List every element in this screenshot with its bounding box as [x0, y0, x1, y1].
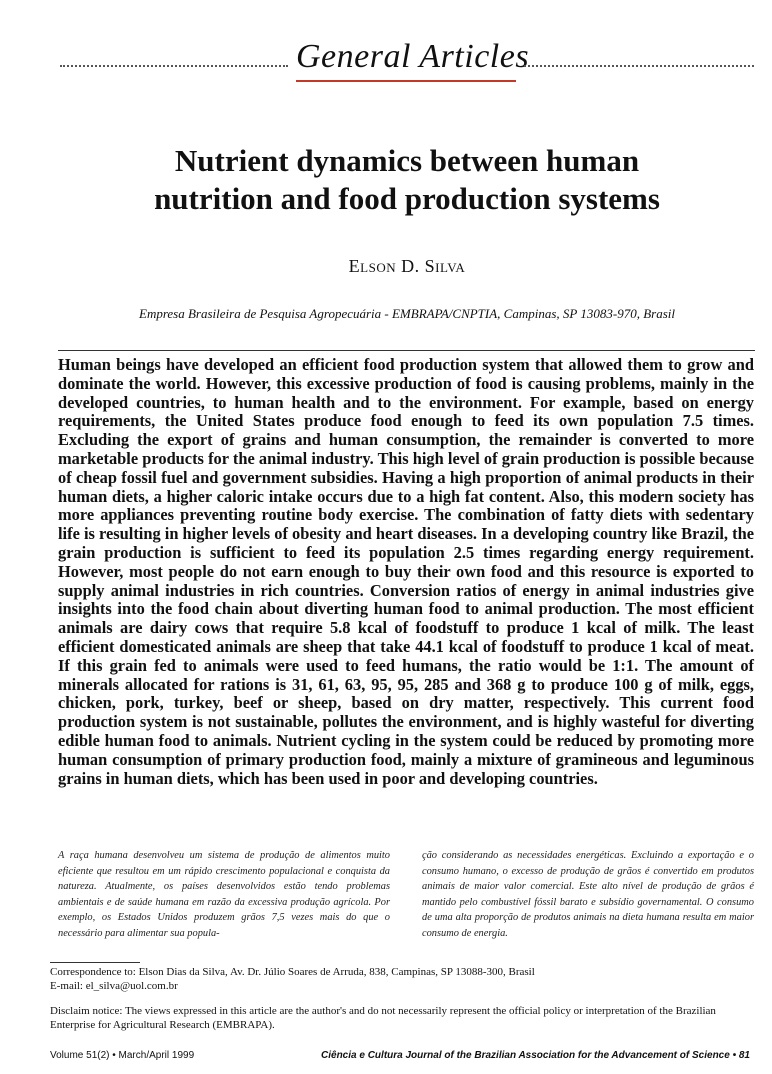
- disclaimer-notice: Disclaim notice: The views expressed in this article are the author's and do not necessarily represent the official policy or interpretation of the Brazilian Enterprise for Agricultural Research (EMBRAPA).: [50, 1005, 716, 1031]
- page-footer: [50, 1050, 750, 1066]
- journal-page-info: Ciência e Cultura Journal of the Brazilian Association for the Advancement of Science • 81: [321, 1050, 750, 1061]
- dotted-leader-left: [60, 65, 288, 67]
- section-underline: [296, 80, 516, 82]
- dotted-leader-right: [524, 65, 754, 67]
- title-line-1: Nutrient dynamics between human: [174, 143, 640, 178]
- summary-column-right: ção considerando as necessidades energéticas. Excluindo a exportação e o consumo humano, o excesso de produção de grãos é convertido em produtos animais de maior valor comercial. Este alto nível de produção de grãos é mantido pelo combustível fóssil barato e subsídio governamental. O consumo de uma alta proporção de produtos animais na dieta humana resulta em maior consumo de energia.: [422, 850, 754, 939]
- section-title: General Articles: [296, 38, 530, 75]
- correspondence-note: Correspondence to: Elson Dias da Silva, Av. Dr. Júlio Soares de Arruda, 838, Campinas, SP 13088-300, Brasil: [50, 966, 535, 978]
- abstract-divider: [58, 350, 755, 351]
- author-email: E-mail: el_silva@uol.com.br: [50, 980, 178, 992]
- abstract-text: Human beings have developed an efficient food production system that allowed them to grow and dominate the world. However, this excessive production of food is causing problems, mainly in the developed countries, to human health and to the environment. For example, based on energy requirements, the United States produce food enough to feed its own population 7.5 times. Excluding the export of grains and human consumption, the remainder is converted to more marketable products for the animal industry. This high level of grain production is possible because of cheap fossil fuel and government subsidies. Having a high proportion of animal products in their human diets, a higher caloric intake occurs due to a high fat content. Also, this modern society has more appliances preventing routine body exercise. The combination of fatty diets with sedentary life is resulting in higher levels of obesity and heart diseases. In a developing country like Brazil, the grain production is sufficient to feed its population 2.5 times regarding energy requirement. However, most people do not earn enough to buy their own food and this resource is exported to supply animal industries in rich countries. Conversion ratios of energy in animal industries give insights into the food chain about diverting human food to animal production. The most efficient animals are dairy cows that require 5.8 kcal of foodstuff to produce 1 kcal of milk. The least efficient domesticated animals are sheep that take 44.1 kcal of foodstuff to produce 1 kcal of meat. If this grain fed to animals were used to feed humans, the ratio would be 1:1. The amount of minerals allocated for rations is 31, 61, 63, 95, 95, 285 and 368 g to produce 100 g of milk, eggs, chicken, pork, turkey, beef or sheep, based on dry matter, respectively. This current food production system is not sustainable, pollutes the environment, and is highly wasteful for diverting edible human food to animals. Nutrient cycling in the system could be reduced by promoting more human consumption of primary production food, mainly a mixture of gramineous and leguminous grains in human diets, which has been used in poor and developing countries.: [58, 355, 754, 788]
- author-name: Elson D. Silva: [348, 256, 466, 276]
- section-header: [60, 38, 754, 82]
- article-title: [60, 142, 754, 218]
- volume-info: Volume 51(2) • March/April 1999: [50, 1050, 195, 1061]
- title-line-2: nutrition and food production systems: [154, 181, 660, 216]
- summary-column-left: A raça humana desenvolveu um sistema de produção de alimentos muito eficiente que resultou em um rápido crescimento populacional e conquista da natureza. Atualmente, os países desenvolvidos estão tendo problemas ambientais e de saúde humana em razão da excessiva produção agrícola. Por exemplo, os Estados Unidos produzem grãos 7,5 vezes mais do que o necessário para alimentar sua popula-: [58, 850, 390, 939]
- author-affiliation: Empresa Brasileira de Pesquisa Agropecuária - EMBRAPA/CNPTIA, Campinas, SP 13083-970, Brasil: [139, 306, 675, 321]
- footnote-divider: [50, 962, 140, 963]
- portuguese-summary: [58, 848, 754, 941]
